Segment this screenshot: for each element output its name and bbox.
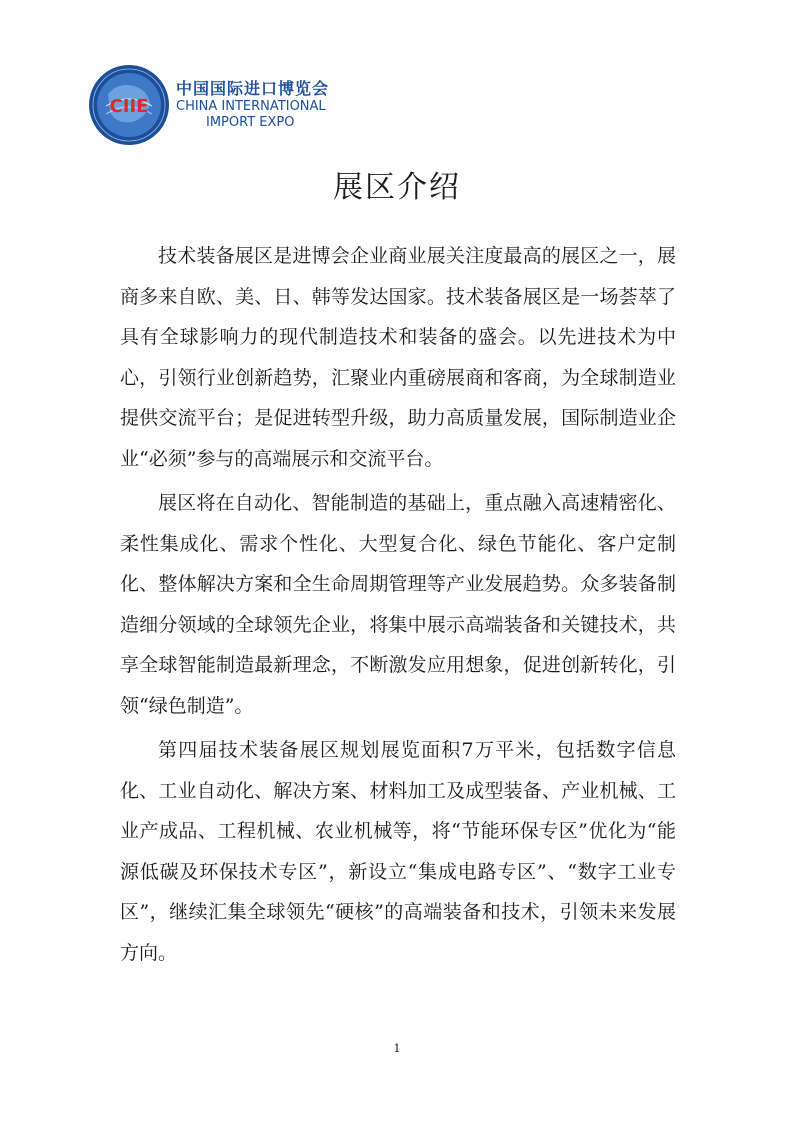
logo-english-line1: CHINA INTERNATIONAL <box>176 99 326 114</box>
logo-chinese-name: 中国国际进口博览会 <box>176 79 330 98</box>
paragraph-1: 技术装备展区是进博会企业商业展关注度最高的展区之一，展商多来自欧、美、日、韩等发达国家。技术装备展区是一场荟萃了具有全球影响力的现代制造技术和装备的盛会。以先进技术为中心，引领行业创新趋势，汇聚业内重磅展商和客商，为全球制造业提供交流平台；是促进转型升级，助力高质量发展，国际制造业企业“必须”参与的高端展示和交流平台。 <box>120 245 676 470</box>
page-title: 展区介绍 <box>333 170 461 205</box>
body-content <box>120 236 676 977</box>
paragraph-2: 展区将在自动化、智能制造的基础上，重点融入高速精密化、柔性集成化、需求个性化、大型复合化、绿色节能化、客户定制化、整体解决方案和全生命周期管理等产业发展趋势。众多装备制造细分领域的全球领先企业，将集中展示高端装备和关键技术，共享全球智能制造最新理念，不断激发应用想象，促进创新转化，引领“绿色制造”。 <box>120 492 676 717</box>
ciie-logo <box>88 64 329 146</box>
page-number: 1 <box>393 1042 401 1055</box>
logo-badge-text: CIIE <box>109 96 149 117</box>
ciie-globe-badge-icon <box>88 64 170 146</box>
logo-english-line2: IMPORT EXPO <box>206 115 295 130</box>
paragraph-3: 第四届技术装备展区规划展览面积7万平米，包括数字信息化、工业自动化、解决方案、材料加工及成型装备、产业机械、工业产成品、工程机械、农业机械等，将“节能环保专区”优化为“能源低碳及环保技术专区”，新设立“集成电路专区”、“数字工业专区”，继续汇集全球领先“硬核”的高端装备和技术，引领未来发展方向。 <box>120 739 676 964</box>
